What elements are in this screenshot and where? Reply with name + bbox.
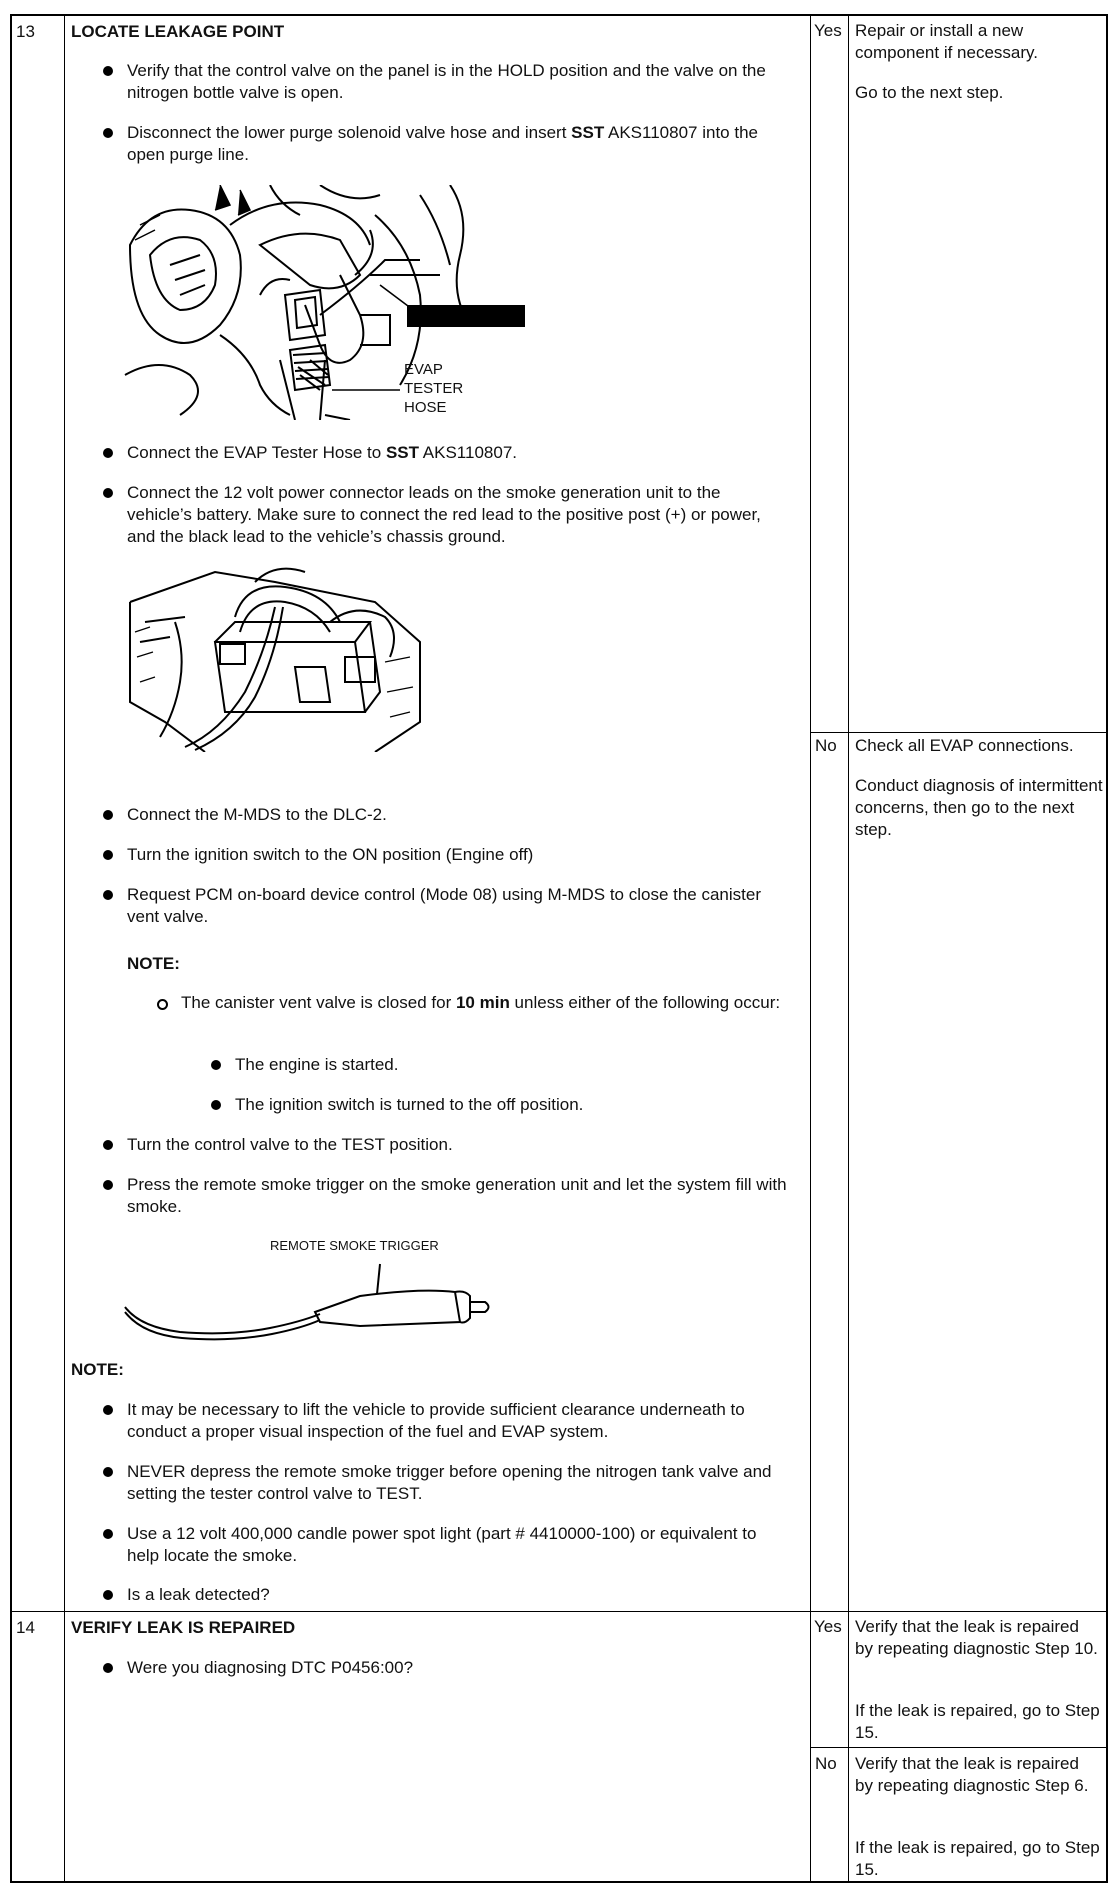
note-text: NEVER depress the remote smoke trigger before opening the nitrogen tank valve and setting the tester control valve to TEST. <box>127 1462 772 1503</box>
no-next-text: Conduct diagnosis of intermittent concerns, then go to the next step. <box>855 776 1103 839</box>
bullet-icon <box>103 850 113 860</box>
note-text: Use a 12 volt 400,000 candle power spot light (part # 4410000-100) or equivalent to help locate the smoke. <box>127 1524 757 1565</box>
bullet-icon <box>103 810 113 820</box>
step-title: VERIFY LEAK IS REPAIRED <box>71 1618 296 1637</box>
table-border-right <box>1106 14 1108 1883</box>
battery-connection-illustration <box>125 562 425 752</box>
answer-no-label: No <box>815 736 837 755</box>
yes-next-text: If the leak is repaired, go to Step 15. <box>855 1701 1100 1742</box>
answer-yes-label: Yes <box>814 21 842 40</box>
instruction-text: Disconnect the lower purge solenoid valve hose and insert SST AKS110807 into the open purge line. <box>127 123 758 164</box>
instruction-text: Turn the control valve to the TEST position. <box>127 1135 453 1154</box>
bullet-icon <box>103 1405 113 1415</box>
bullet-icon <box>103 1590 113 1600</box>
bullet-icon <box>103 128 113 138</box>
bullet-icon <box>103 1529 113 1539</box>
question-text: Were you diagnosing DTC P0456:00? <box>127 1658 414 1677</box>
figure-label: REMOTE SMOKE TRIGGER <box>270 1238 439 1253</box>
column-divider-action <box>848 14 849 1883</box>
note-label: NOTE: <box>71 1360 124 1379</box>
yes-action-text: Verify that the leak is repaired by repeating diagnostic Step 10. <box>855 1617 1098 1658</box>
bullet-icon <box>103 488 113 498</box>
no-action-text: Verify that the leak is repaired by repeating diagnostic Step 6. <box>855 1754 1089 1795</box>
no-action-text: Check all EVAP connections. <box>855 736 1074 755</box>
instruction-text: Verify that the control valve on the panel is in the HOLD position and the valve on the nitrogen bottle valve is open. <box>127 61 766 102</box>
bullet-icon <box>103 448 113 458</box>
bullet-icon <box>103 1467 113 1477</box>
note-subitem: The engine is started. <box>235 1055 399 1074</box>
note-subitem: The ignition switch is turned to the off position. <box>235 1095 584 1114</box>
bullet-icon <box>103 66 113 76</box>
answer-yes-label: Yes <box>814 1617 842 1636</box>
table-border-left <box>10 14 12 1883</box>
step-number: 13 <box>16 22 35 41</box>
bullet-icon <box>211 1060 221 1070</box>
answer-no-label: No <box>815 1754 837 1773</box>
row-divider-yes-no-14 <box>810 1747 1108 1748</box>
question-text: Is a leak detected? <box>127 1585 270 1604</box>
hollow-bullet-icon <box>157 999 168 1010</box>
note-label: NOTE: <box>127 954 180 973</box>
yes-action-text: Repair or install a new component if necessary. <box>855 21 1038 62</box>
row-divider-yes-no-13 <box>810 732 1108 733</box>
column-divider-number <box>64 14 65 1883</box>
instruction-text: Connect the 12 volt power connector leads on the smoke generation unit to the vehicle’s battery. Make sure to connect the red lead to the positive post (+) or power, and the black lead to the vehicle’s chassis ground. <box>127 483 761 546</box>
instruction-text: Connect the M-MDS to the DLC-2. <box>127 805 387 824</box>
bullet-icon <box>103 1663 113 1673</box>
bullet-icon <box>211 1100 221 1110</box>
note-text: The canister vent valve is closed for 10 min unless either of the following occur: <box>181 993 781 1012</box>
instruction-text: Connect the EVAP Tester Hose to SST AKS110807. <box>127 443 517 462</box>
step-number: 14 <box>16 1618 35 1637</box>
column-divider-answer <box>810 14 811 1883</box>
bullet-icon <box>103 1140 113 1150</box>
smoke-trigger-illustration <box>120 1252 500 1342</box>
step-title: LOCATE LEAKAGE POINT <box>71 22 285 41</box>
no-next-text: If the leak is repaired, go to Step 15. <box>855 1838 1100 1879</box>
instruction-text: Request PCM on-board device control (Mode 08) using M-MDS to close the canister vent valve. <box>127 885 762 926</box>
yes-next-text: Go to the next step. <box>855 83 1004 102</box>
table-border-bottom <box>10 1881 1108 1883</box>
bullet-icon <box>103 1180 113 1190</box>
instruction-text: Turn the ignition switch to the ON position (Engine off) <box>127 845 534 864</box>
figure-label: EVAP TESTER HOSE <box>404 361 464 416</box>
instruction-text: Press the remote smoke trigger on the smoke generation unit and let the system fill with smoke. <box>127 1175 787 1216</box>
bullet-icon <box>103 890 113 900</box>
row-divider-step <box>10 1611 1108 1612</box>
note-text: It may be necessary to lift the vehicle to provide sufficient clearance underneath to conduct a proper visual inspection of the fuel and EVAP system. <box>127 1400 745 1441</box>
table-border-top <box>10 14 1108 16</box>
